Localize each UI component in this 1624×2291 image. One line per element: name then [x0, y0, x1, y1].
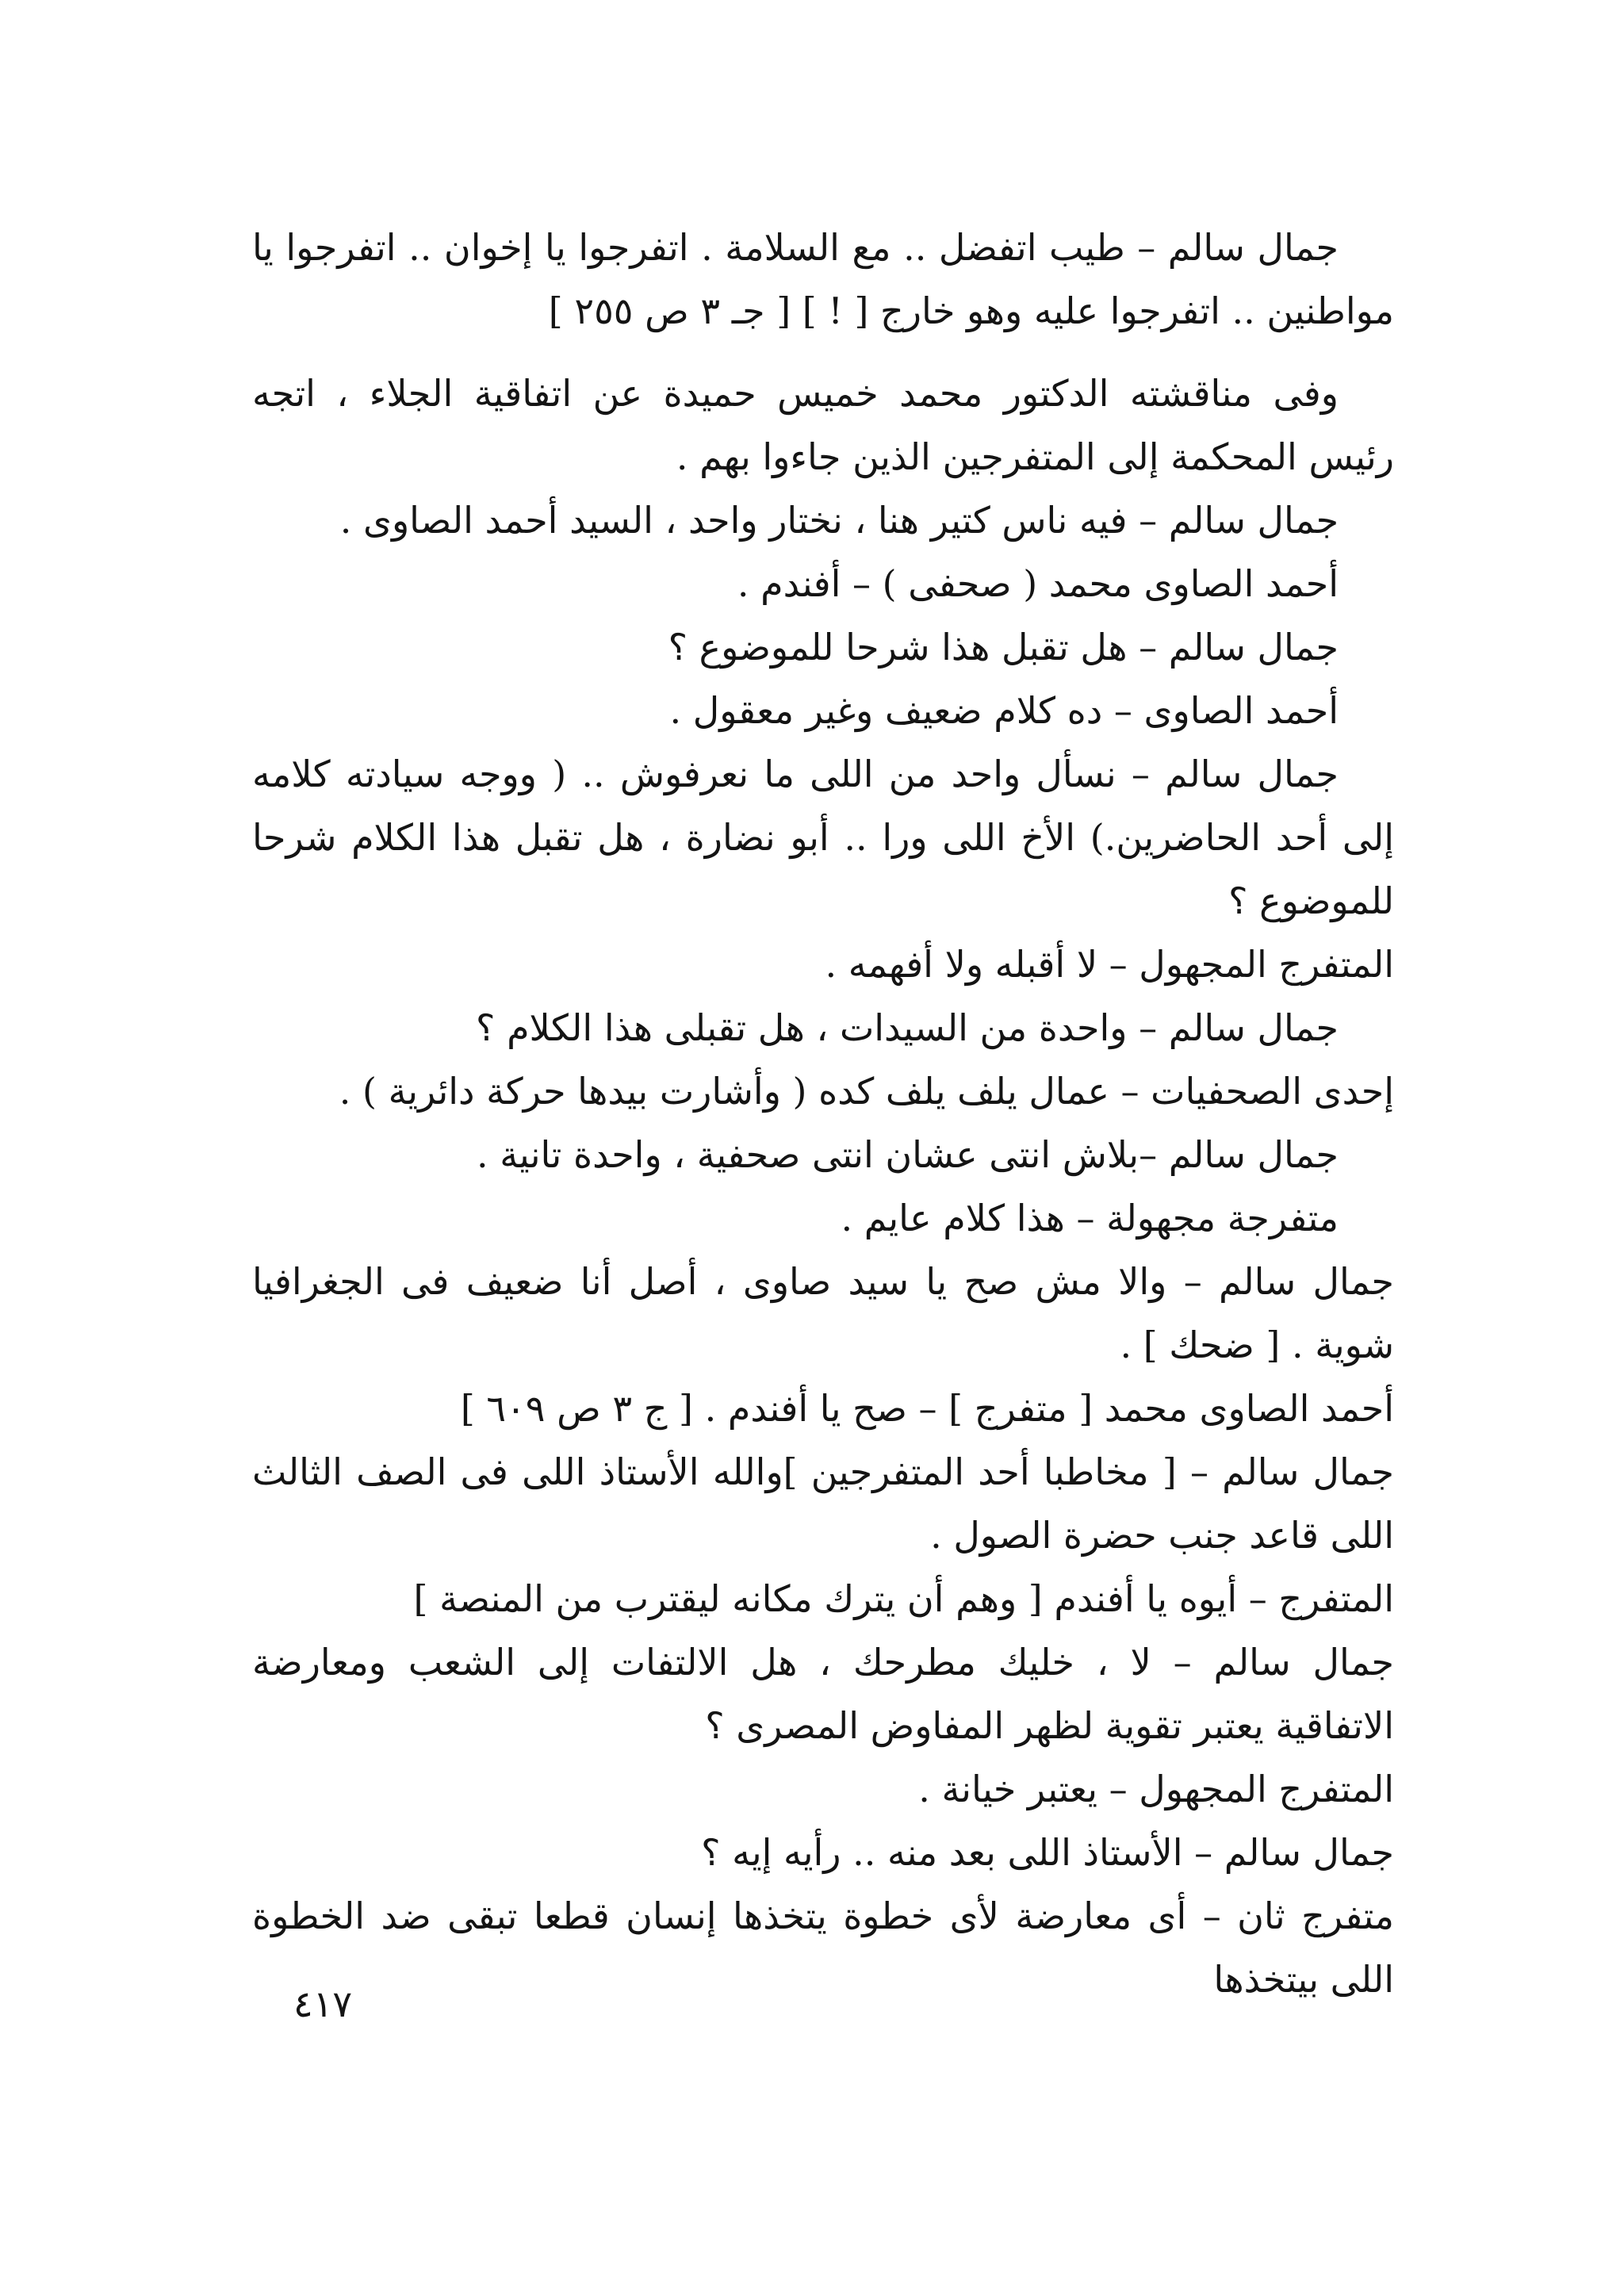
paragraph-16: المتفرج – أيوه يا أفندم [ وهم أن يترك مكانه ليقترب من المنصة ] [413, 1577, 1394, 1620]
paragraph-15: جمال سالم – [ مخاطبا أحد المتفرجين ]والله الأستاذ اللى فى الصف الثالث اللى قاعد جنب حضرة الصول . [252, 1450, 1394, 1557]
paragraph-14: أحمد الصاوى محمد [ متفرج ] – صح يا أفندم . [ ج ٣ ص ٦٠٩ ] [460, 1387, 1394, 1430]
paragraph-6: أحمد الصاوى – ده كلام ضعيف وغير معقول . [669, 689, 1339, 732]
paragraph-7: جمال سالم – نسأل واحد من اللى ما نعرفوش .. ( ووجه سيادته كلامه إلى أحد الحاضرين.) الأخ اللى ورا .. أبو نضارة ، هل تقبل هذا الكلام شرحا للموضوع ؟ [252, 753, 1394, 922]
paragraph-9: جمال سالم – واحدة من السيدات ، هل تقبلى هذا الكلام ؟ [476, 1006, 1339, 1049]
body-text [252, 216, 1394, 2011]
paragraph-18: المتفرج المجهول – يعتبر خيانة . [918, 1768, 1394, 1810]
paragraph-4: أحمد الصاوى محمد ( صحفى ) – أفندم . [737, 562, 1339, 605]
paragraph-8: المتفرج المجهول – لا أقبله ولا أفهمه . [825, 943, 1394, 986]
page-number: ٤١٧ [293, 1983, 353, 2025]
paragraph-2: وفى مناقشته الدكتور محمد خميس حميدة عن اتفاقية الجلاء ، اتجه رئيس المحكمة إلى المتفرجين الذين جاءوا بهم . [252, 372, 1394, 478]
paragraph-20: متفرج ثان – أى معارضة لأى خطوة يتخذها إنسان قطعا تبقى ضد الخطوة اللى بيتخذها [252, 1894, 1394, 2001]
paragraph-17: جمال سالم – لا ، خليك مطرحك ، هل الالتفات إلى الشعب ومعارضة الاتفاقية يعتبر تقوية لظهر المفاوض المصرى ؟ [252, 1641, 1394, 1747]
paragraph-10: إحدى الصحفيات – عمال يلف يلف كده ( وأشارت بيدها حركة دائرية ) . [339, 1070, 1394, 1113]
paragraph-12: متفرجة مجهولة – هذا كلام عايم . [841, 1197, 1339, 1239]
paragraph-11: جمال سالم –بلاش انتى عشان انتى صحفية ، واحدة تانية . [476, 1133, 1339, 1176]
paragraph-13: جمال سالم – والا مش صح يا سيد صاوى ، أصل أنا ضعيف فى الجغرافيا شوية . [ ضحك ] . [252, 1260, 1394, 1366]
paragraph-1: جمال سالم – طيب اتفضل .. مع السلامة . اتفرجوا يا إخوان .. اتفرجوا يا مواطنين .. اتفرجوا عليه وهو خارج [ ! ] [ جـ ٣ ص ٢٥٥ ] [252, 226, 1394, 332]
paragraph-3: جمال سالم – فيه ناس كتير هنا ، نختار واحد ، السيد أحمد الصاوى . [339, 499, 1339, 542]
paragraph-19: جمال سالم – الأستاذ اللى بعد منه .. رأيه إيه ؟ [701, 1831, 1394, 1874]
paragraph-5: جمال سالم – هل تقبل هذا شرحا للموضوع ؟ [668, 626, 1339, 669]
